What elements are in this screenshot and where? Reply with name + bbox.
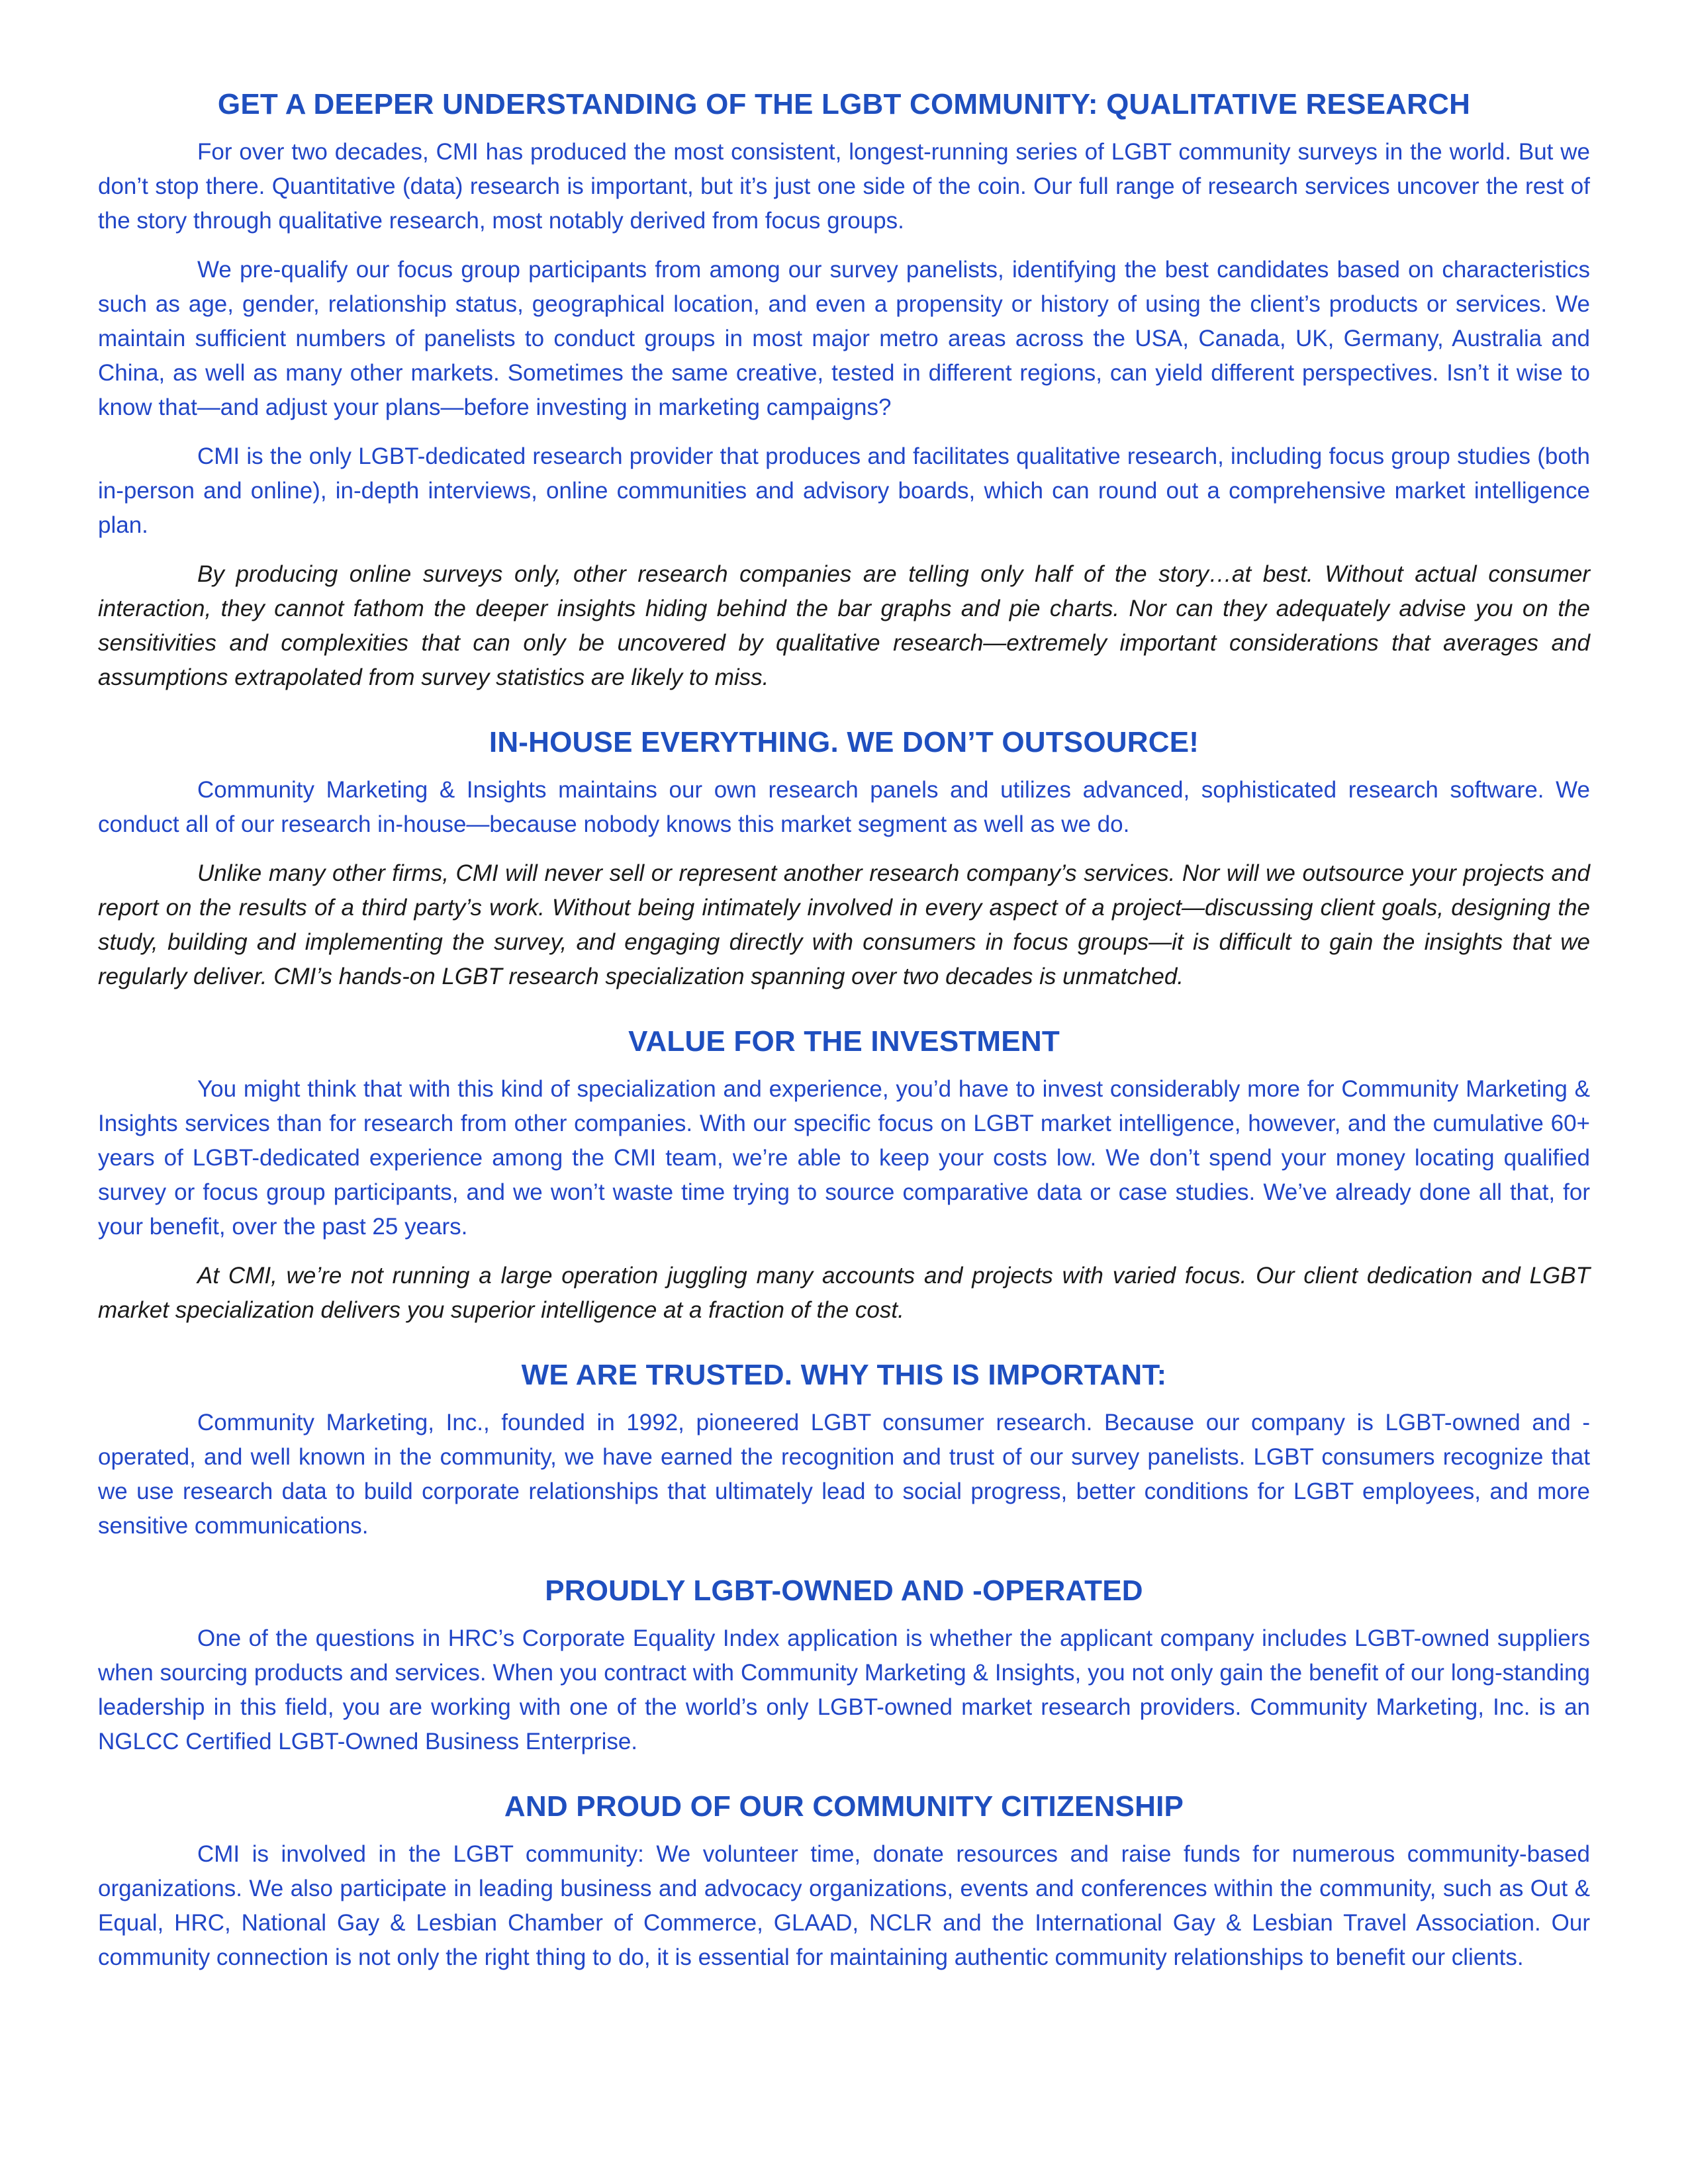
paragraph-keep-costs-low: You might think that with this kind of specialization and experience, you’d have to invest considerably more for Community Marketing & Insights services than for research from other companies. With our specific focus on LGBT market intelligence, however, and the cumulative 60+ years of LGBT-dedicated experience among the CMI team, we’re able to keep your costs low. We don’t spend your money locating qualified survey or focus group participants, and we won’t waste time trying to source comparative data or case studies. We’ve already done all that, for your benefit, over the past 25 years. [98,1076,1590,1240]
heading-value-investment: VALUE FOR THE INVESTMENT [628,1025,1060,1058]
heading-lgbt-owned: PROUDLY LGBT-OWNED AND -OPERATED [545,1574,1143,1607]
heading-trusted: WE ARE TRUSTED. WHY THIS IS IMPORTANT: [521,1359,1167,1391]
paragraph-founded-1992: Community Marketing, Inc., founded in 1992, pioneered LGBT consumer research. Because our company is LGBT-owned and -operated, and well known in the community, we have earned the recognition and trust of our survey panelists. LGBT consumers recognize that we use research data to build corporate relationships that ultimately lead to social progress, better conditions for LGBT employees, and more sensitive communications. [98,1410,1590,1539]
paragraph-online-surveys-only: By producing online surveys only, other research companies are telling only half of the story…at best. Without actual consumer interaction, they cannot fathom the deeper insights hiding behind the bar graphs and pie charts. Nor can they adequately advise you on the sensitivities and complexities that can only be uncovered by qualitative research—extremely important considerations that averages and assumptions extrapolated from survey statistics are likely to miss. [98,561,1590,690]
paragraph-client-dedication: At CMI, we’re not running a large operation juggling many accounts and projects with varied focus. Our client dedication and LGBT market specialization delivers you superior intelligence at a fraction of the cost. [98,1263,1590,1323]
paragraph-corporate-equality-index: One of the questions in HRC’s Corporate Equality Index application is whether the applicant company includes LGBT-owned suppliers when sourcing products and services. When you contract with Community Marketing & Insights, you not only gain the benefit of our long-standing leadership in this field, you are working with one of the world’s only LGBT-owned market research providers. Community Marketing, Inc. is an NGLCC Certified LGBT-Owned Business Enterprise. [98,1625,1590,1754]
paragraph-never-outsource: Unlike many other firms, CMI will never sell or represent another research company’s services. Nor will we outsource your projects and report on the results of a third party’s work. Without being intimately involved in every aspect of a project—discussing client goals, designing the study, building and implementing the survey, and engaging directly with consumers in focus groups—it is difficult to gain the insights that we regularly deliver. CMI’s hands-on LGBT research specialization spanning over two decades is unmatched. [98,860,1590,989]
paragraph-own-panels: Community Marketing & Insights maintains our own research panels and utilizes advanced, sophisticated research software. We conduct all of our research in-house—because nobody knows this market segment as well as we do. [98,777,1590,837]
heading-qualitative-research: GET A DEEPER UNDERSTANDING OF THE LGBT COMMUNITY: QUALITATIVE RESEARCH [217,88,1471,120]
paragraph-qualitative-provider: CMI is the only LGBT-dedicated research provider that produces and facilitates qualitative research, including focus group studies (both in-person and online), in-depth interviews, online communities and advisory boards, which can round out a comprehensive market intelligence plan. [98,443,1590,538]
paragraph-surveys-history: For over two decades, CMI has produced the most consistent, longest-running series of LGBT community surveys in the world. But we don’t stop there. Quantitative (data) research is important, but it’s just one side of the coin. Our full range of research services uncover the rest of the story through qualitative research, most notably derived from focus groups. [98,139,1590,234]
paragraph-community-involvement: CMI is involved in the LGBT community: We volunteer time, donate resources and raise funds for numerous community-based organizations. We also participate in leading business and advocacy organizations, events and conferences within the community, such as Out & Equal, HRC, National Gay & Lesbian Chamber of Commerce, GLAAD, NCLR and the International Gay & Lesbian Travel Association. Our community connection is not only the right thing to do, it is essential for maintaining authentic community relationships to benefit our clients. [98,1841,1590,1970]
paragraph-prequalify-participants: We pre-qualify our focus group participants from among our survey panelists, identifying the best candidates based on characteristics such as age, gender, relationship status, geographical location, and even a propensity or history of using the client’s products or services. We maintain sufficient numbers of panelists to conduct groups in most major metro areas across the USA, Canada, UK, Germany, Australia and China, as well as many other markets. Sometimes the same creative, tested in different regions, can yield different perspectives. Isn’t it wise to know that—and adjust your plans—before investing in marketing campaigns? [98,257,1590,420]
document-page [98,86,1590,1975]
heading-in-house: IN-HOUSE EVERYTHING. WE DON’T OUTSOURCE! [489,726,1199,758]
heading-community-citizenship: AND PROUD OF OUR COMMUNITY CITIZENSHIP [504,1790,1184,1823]
